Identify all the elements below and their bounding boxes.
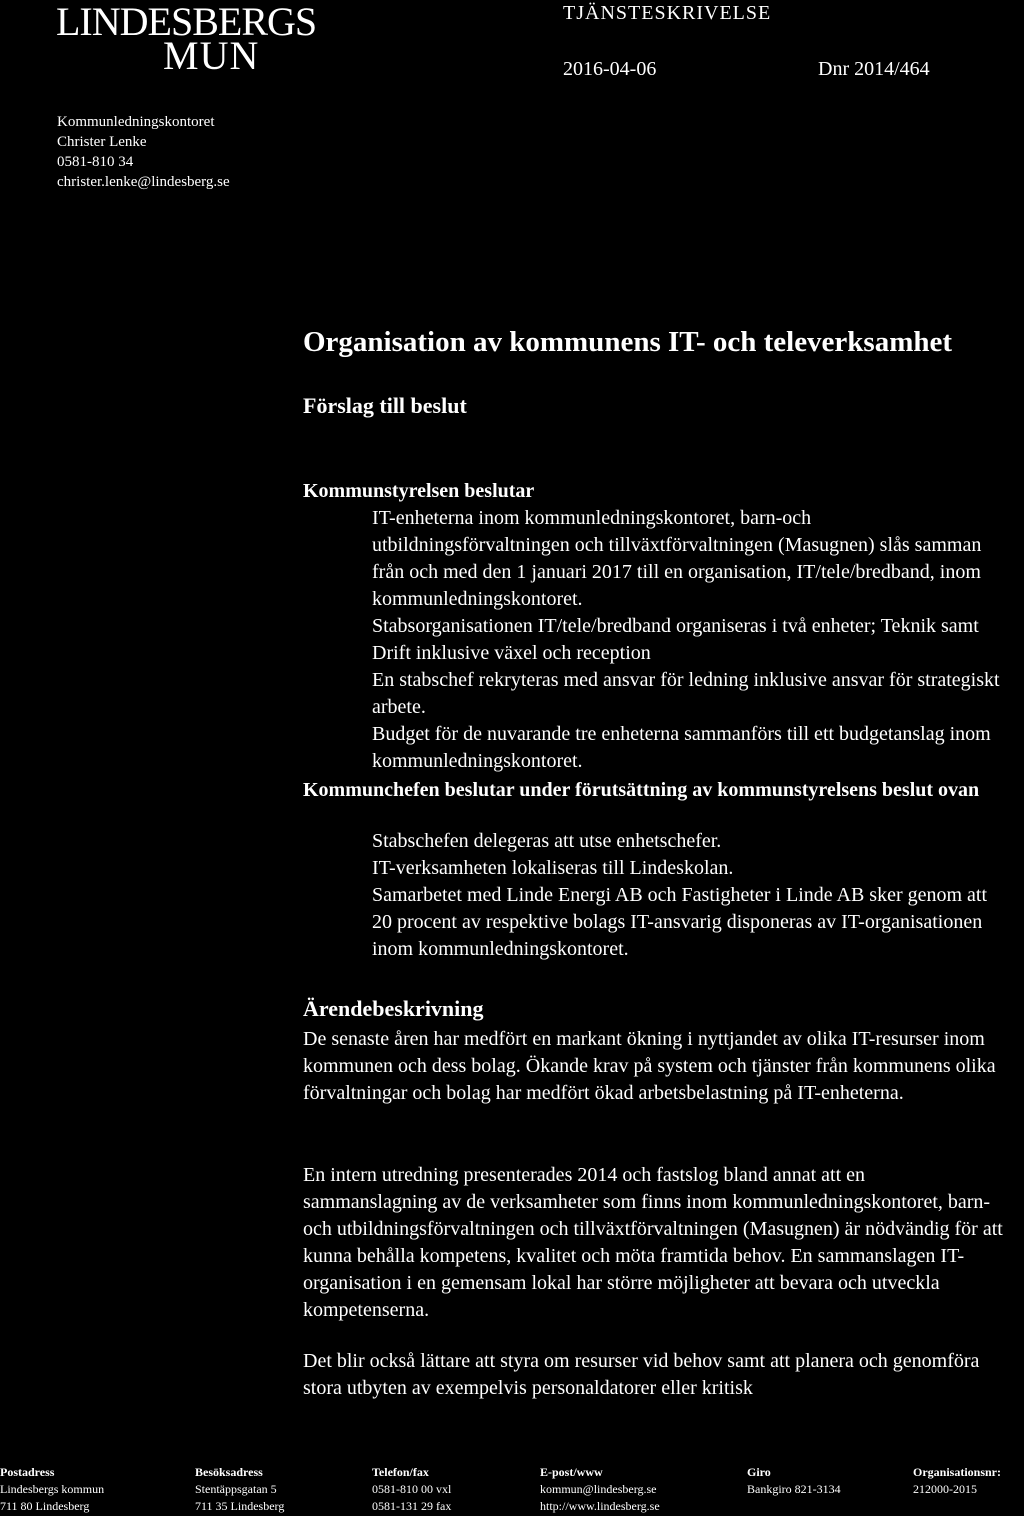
- section1-item: En stabschef rekryteras med ansvar för ledning inklusive ansvar för strategiskt arbete.: [372, 669, 1000, 718]
- section1-item: IT-enheterna inom kommunledningskontoret, barn-och utbildningsförvaltningen och tillväxtförvaltningen (Masugnen) slås samman från och med den 1 januari 2017 till en organisation, IT/tele/bredband, inom kommunledningskontoret.: [372, 507, 982, 610]
- section1-list: [372, 505, 1012, 775]
- footer-label: Giro: [747, 1465, 771, 1479]
- section2-item: Samarbetet med Linde Energi AB och Fastigheter i Linde AB sker genom att 20 procent av respektive bolags IT-ansvarig disponeras av IT-organisationen inom kommunledningskontoret.: [372, 884, 988, 960]
- section1-item: Stabsorganisationen IT/tele/bredband organiseras i två enheter; Teknik samt Drift inklusive växel och reception: [372, 615, 979, 664]
- section2-list: [372, 828, 1012, 963]
- footer-epost: [540, 1464, 660, 1515]
- footer-label: E-post/www: [540, 1465, 603, 1479]
- footer-besoksadress: [195, 1464, 284, 1515]
- footer-value: 711 80 Lindesberg: [0, 1499, 90, 1513]
- section1-heading: Kommunstyrelsen beslutar: [303, 480, 535, 502]
- arende-heading: Ärendebeskrivning: [303, 996, 484, 1021]
- footer-value: Stentäppsgatan 5: [195, 1482, 277, 1496]
- arende-paragraph: De senaste åren har medfört en markant ökning i nyttjandet av olika IT-resurser inom kommunen och dess bolag. Ökande krav på system och tjänster från kommunens olika förvaltningar och bolag har medfört ökad arbetsbelastning på IT-enheterna.: [303, 1028, 996, 1104]
- document-type: TJÄNSTESKRIVELSE: [563, 2, 772, 24]
- footer-telefon: [372, 1464, 451, 1515]
- footer-label: Telefon/fax: [372, 1465, 429, 1479]
- section2-item: IT-verksamheten lokaliseras till Lindeskolan.: [372, 857, 734, 879]
- section2-heading: Kommunchefen beslutar under förutsättning av kommunstyrelsens beslut ovan: [303, 779, 980, 801]
- footer-value: 212000-2015: [913, 1482, 977, 1496]
- footer-label: Besöksadress: [195, 1465, 263, 1479]
- arende-paragraph: Det blir också lättare att styra om resurser vid behov samt att planera och genomföra stora utbyten av exempelvis personaldatorer eller kritisk: [303, 1350, 980, 1399]
- document-date: 2016-04-06: [563, 58, 657, 80]
- footer-orgnr: [913, 1464, 1001, 1498]
- section1-item: Budget för de nuvarande tre enheterna sammanförs till ett budgetanslag inom kommunledningskontoret.: [372, 723, 991, 772]
- footer-web-link[interactable]: http://www.lindesberg.se: [540, 1499, 660, 1513]
- footer-value: Lindesbergs kommun: [0, 1482, 105, 1496]
- page-title: Organisation av kommunens IT- och televerksamhet: [303, 326, 953, 358]
- logo-text-line2: MUN: [163, 33, 260, 78]
- footer-email-link[interactable]: kommun@lindesberg.se: [540, 1482, 657, 1496]
- footer-value: 0581-810 00 vxl: [372, 1482, 452, 1496]
- footer-value: Bankgiro 821-3134: [747, 1482, 841, 1496]
- sender-office: Kommunledningskontoret: [57, 114, 215, 130]
- footer-value: 0581-131 29 fax: [372, 1499, 452, 1513]
- footer-value: 711 35 Lindesberg: [195, 1499, 285, 1513]
- sender-phone: 0581-810 34: [57, 154, 134, 170]
- section2-item: Stabschefen delegeras att utse enhetschefer.: [372, 830, 722, 852]
- footer-label: Postadress: [0, 1465, 55, 1479]
- footer-postadress: [0, 1464, 104, 1515]
- sender-block: [57, 112, 230, 192]
- sender-name: Christer Lenke: [57, 134, 147, 150]
- document-dnr: Dnr 2014/464: [818, 58, 930, 80]
- arende-paragraph: En intern utredning presenterades 2014 och fastslog bland annat att en sammanslagning av de verksamheter som finns inom kommunledningskontoret, barn- och utbildningsförvaltningen och tillväxtförvaltningen (Masugnen) är nödvändig för att kunna behålla kompetens, kvalitet och möta framtida behov. En sammanslagen IT-organisation i en gemensam lokal har större möjligheter att bevara och utveckla kompetenserna.: [303, 1164, 1003, 1321]
- logo-text-line1: LINDESBERGS: [56, 0, 317, 44]
- footer-giro: [747, 1464, 841, 1498]
- footer-label: Organisationsnr:: [913, 1465, 1002, 1479]
- proposal-heading: Förslag till beslut: [303, 393, 467, 418]
- sender-email[interactable]: christer.lenke@lindesberg.se: [57, 174, 230, 190]
